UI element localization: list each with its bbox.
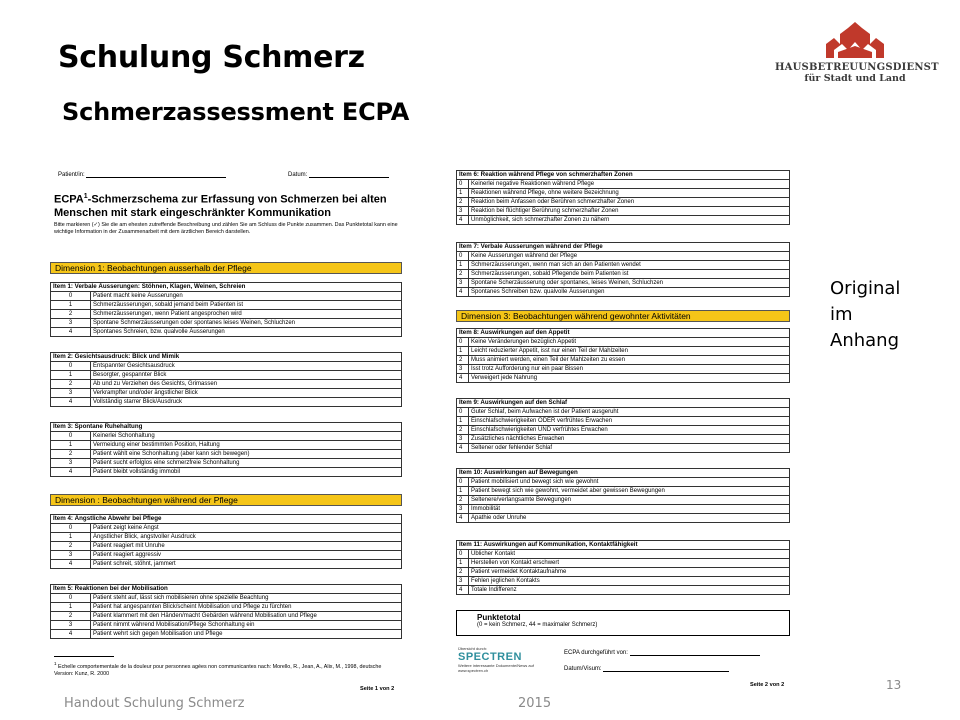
date-visum-blank [603, 666, 729, 672]
table-row[interactable] [51, 292, 402, 301]
item-8-header: Item 8: Auswirkungen auf den Appetit [457, 329, 790, 338]
footnote-text: Echelle comportementale de la douleur pour personnes agées non communicantes nach: Morello, R., Jean, A., Alix, M., 1998, deutsche Version: Kunz, R. 2000 [54, 663, 382, 677]
description-cell: Einschlafschwierigkeiten UND verfrühtes Erwachen [469, 426, 790, 435]
score-cell: 3 [51, 459, 91, 468]
score-cell: 4 [457, 288, 469, 297]
item-8-table [456, 328, 790, 383]
description-cell: Herstellen von Kontakt erschwert [469, 559, 790, 568]
description-cell: Reaktionen während Pflege, ohne weitere Bezeichnung [469, 189, 790, 198]
score-cell: 1 [457, 417, 469, 426]
description-cell: Schmerzäusserungen, wenn Patient angesprochen wird [91, 310, 402, 319]
score-cell: 2 [457, 568, 469, 577]
score-cell: 3 [51, 551, 91, 560]
score-cell: 2 [457, 198, 469, 207]
date-label: Datum: [288, 172, 308, 178]
score-cell: 2 [51, 450, 91, 459]
description-cell: Patient mobilisiert und bewegt sich wie gewohnt [469, 478, 790, 487]
description-cell: Patient reagiert mit Unruhe [91, 542, 402, 551]
score-cell: 4 [457, 514, 469, 523]
footer-year: 2015 [518, 696, 552, 711]
score-cell: 3 [457, 505, 469, 514]
description-cell: Einschlafschwierigkeiten ODER verfrühtes Erwachen [469, 417, 790, 426]
table-row[interactable] [457, 356, 790, 365]
table-row[interactable] [51, 621, 402, 630]
item-5-table [50, 584, 402, 639]
date-visum-field[interactable] [564, 666, 729, 672]
description-cell: Seltener oder fehlender Schlaf [469, 444, 790, 453]
total-range: (0 = kein Schmerz, 44 = maximaler Schmerz) [477, 622, 598, 628]
description-cell: Guter Schlaf, beim Aufwachen ist der Patient ausgeruht [469, 408, 790, 417]
table-row[interactable] [51, 441, 402, 450]
description-cell: Üblicher Kontakt [469, 550, 790, 559]
score-cell: 1 [51, 533, 91, 542]
table-row[interactable] [457, 514, 790, 523]
score-cell: 3 [457, 365, 469, 374]
table-row[interactable] [51, 362, 402, 371]
document-page-2 [454, 160, 794, 690]
score-cell: 2 [457, 496, 469, 505]
score-cell: 0 [457, 408, 469, 417]
crown-logo-icon [820, 20, 890, 60]
description-cell: Entspannter Gesichtsausdruck [91, 362, 402, 371]
table-row[interactable] [457, 252, 790, 261]
total-label: Punktetotal [477, 613, 521, 622]
performed-by-blank [630, 650, 760, 656]
table-row[interactable] [457, 374, 790, 383]
table-row[interactable] [457, 550, 790, 559]
description-cell: Spontanes Schreien, bzw. qualvolle Äusserungen [91, 328, 402, 337]
score-cell: 1 [457, 261, 469, 270]
table-row[interactable] [51, 398, 402, 407]
table-row[interactable] [51, 380, 402, 389]
table-row[interactable] [457, 216, 790, 225]
description-cell: Ängstlicher Blick, angstvoller Ausdruck [91, 533, 402, 542]
item-9-table [456, 398, 790, 453]
table-row[interactable] [51, 301, 402, 310]
item-3-table [50, 422, 402, 477]
description-cell: Patient wehrt sich gegen Mobilisation und Pflege [91, 630, 402, 639]
description-cell: Schmerzäusserungen, sobald jemand beim Patienten ist [91, 301, 402, 310]
score-cell: 2 [51, 310, 91, 319]
description-cell: Patient macht keine Äusserungen [91, 292, 402, 301]
description-cell: Keinerlei Schonhaltung [91, 432, 402, 441]
description-cell: Unmöglichkeit, sich schmerzhafter Zonen zu nähern [469, 216, 790, 225]
description-cell: Zusätzliches nächtliches Erwachen [469, 435, 790, 444]
score-cell: 1 [457, 347, 469, 356]
table-row[interactable] [51, 389, 402, 398]
description-cell: Patient klammert mit den Händen/macht Gebärden während Mobilisation und Pflege [91, 612, 402, 621]
dimension-1-banner: Dimension 1: Beobachtungen ausserhalb der Pflege [50, 262, 402, 274]
item-5-header: Item 5: Reaktionen bei der Mobilisation [51, 585, 402, 594]
patient-blank [86, 172, 226, 178]
footer-handout: Handout Schulung Schmerz [64, 696, 245, 711]
description-cell: Patient sucht erfolglos eine schmerzfreie Schonhaltung [91, 459, 402, 468]
ecpa-title-sup: 1 [83, 193, 88, 200]
table-row[interactable] [457, 288, 790, 297]
side-note-line: Original [830, 278, 901, 299]
item-6-header: Item 6: Reaktion während Pflege von schmerzhaften Zonen [457, 171, 790, 180]
score-cell: 2 [457, 270, 469, 279]
ecpa-title-prefix: ECPA [54, 193, 84, 206]
description-cell: Patient bewegt sich wie gewohnt, vermeidet aber gewissen Bewegungen [469, 487, 790, 496]
score-cell: 3 [51, 621, 91, 630]
side-note-line: im [830, 304, 853, 325]
table-row[interactable] [457, 338, 790, 347]
score-cell: 1 [51, 603, 91, 612]
table-row[interactable] [51, 310, 402, 319]
spectren-block [458, 646, 548, 673]
spectren-note: Weitere interessante Dokumente/News auf www.spectren.ch [458, 663, 534, 673]
table-row[interactable] [457, 487, 790, 496]
score-cell: 4 [457, 586, 469, 595]
table-row[interactable] [51, 603, 402, 612]
score-cell: 2 [51, 612, 91, 621]
slide-subtitle: Schmerzassessment ECPA [62, 98, 410, 126]
patient-field [58, 172, 226, 178]
logo-line2: für Stadt und Land [804, 73, 906, 84]
score-cell: 0 [51, 594, 91, 603]
description-cell: Vermeidung einer bestimmten Position, Haltung [91, 441, 402, 450]
score-cell: 1 [51, 441, 91, 450]
description-cell: Ab und zu Verziehen des Gesichts, Grimassen [91, 380, 402, 389]
description-cell: Spontane Scherzäusserung oder spontanes, leises Weinen, Schluchzen [469, 279, 790, 288]
item-2-header: Item 2: Gesichtsausdruck: Blick und Mimik [51, 353, 402, 362]
description-cell: Schmerzäusserungen, wenn man sich an den Patienten wendet [469, 261, 790, 270]
table-row[interactable] [457, 444, 790, 453]
table-row[interactable] [51, 468, 402, 477]
table-row[interactable] [51, 533, 402, 542]
description-cell: Patient wählt eine Schonhaltung (aber kann sich bewegen) [91, 450, 402, 459]
table-row[interactable] [51, 319, 402, 328]
performed-by-field[interactable] [564, 650, 760, 656]
description-cell: Reaktion beim Anfassen oder Berühren schmerzhafter Zonen [469, 198, 790, 207]
table-row[interactable] [457, 347, 790, 356]
description-cell: Schmerzäusserungen, sobald Pflegende beim Patienten ist [469, 270, 790, 279]
score-cell: 2 [457, 356, 469, 365]
table-row[interactable] [51, 560, 402, 569]
table-row[interactable] [457, 478, 790, 487]
table-row[interactable] [51, 432, 402, 441]
description-cell: Keinerlei negative Reaktionen während Pflege [469, 180, 790, 189]
description-cell: Verkrampfter und/oder ängstlicher Blick [91, 389, 402, 398]
description-cell: Spontanes Schreiben bzw. qualvolle Äusserungen [469, 288, 790, 297]
score-cell: 3 [457, 207, 469, 216]
table-row[interactable] [457, 270, 790, 279]
description-cell: Patient bleibt vollständig immobil [91, 468, 402, 477]
total-score-box[interactable] [456, 610, 790, 636]
description-cell: Isst trotz Aufforderung nur ein paar Bissen [469, 365, 790, 374]
table-row[interactable] [457, 568, 790, 577]
table-row[interactable] [457, 417, 790, 426]
item-9-header: Item 9: Auswirkungen auf den Schlaf [457, 399, 790, 408]
score-cell: 4 [457, 374, 469, 383]
score-cell: 3 [457, 577, 469, 586]
score-cell: 1 [51, 301, 91, 310]
item-1-table [50, 282, 402, 337]
table-row[interactable] [51, 542, 402, 551]
description-cell: Spontane Schmerzäusserungen oder spontanes leises Weinen, Schluchzen [91, 319, 402, 328]
item-6-table [456, 170, 790, 225]
description-cell: Reaktion bei flüchtiger Berührung schmerzhafter Zonen [469, 207, 790, 216]
item-4-header: Item 4: Ängstliche Abwehr bei Pflege [51, 515, 402, 524]
footnote-sup: 1 [54, 661, 57, 666]
item-4-table [50, 514, 402, 569]
page-2-number: Seite 2 von 2 [750, 682, 785, 688]
score-cell: 1 [51, 371, 91, 380]
description-cell: Leicht reduzierter Appetit, isst nur einen Teil der Mahlzeiten [469, 347, 790, 356]
dimension-3-banner: Dimension 3: Beobachtungen während gewohnter Aktivitäten [456, 310, 790, 322]
score-cell: 2 [51, 380, 91, 389]
item-7-table [456, 242, 790, 297]
company-logo [775, 20, 939, 100]
item-10-table [456, 468, 790, 523]
description-cell: Keine Veränderungen bezüglich Appetit [469, 338, 790, 347]
score-cell: 1 [457, 189, 469, 198]
ecpa-title-rest: -Schmerzschema zur Erfassung von Schmerzen bei alten Menschen mit stark eingeschränkter Kommunikation [54, 193, 387, 219]
table-row[interactable] [457, 365, 790, 374]
score-cell: 0 [457, 180, 469, 189]
slide-title: Schulung Schmerz [58, 40, 365, 75]
item-10-header: Item 10: Auswirkungen auf Bewegungen [457, 469, 790, 478]
score-cell: 3 [457, 435, 469, 444]
description-cell: Seltenere/verlangsamte Bewegungen [469, 496, 790, 505]
score-cell: 4 [51, 398, 91, 407]
table-row[interactable] [51, 630, 402, 639]
description-cell: Patient hat angespannten Blick/scheint Mobilisation und Pflege zu fürchten [91, 603, 402, 612]
table-row[interactable] [457, 189, 790, 198]
description-cell: Vollständig starrer Blick/Ausdruck [91, 398, 402, 407]
score-cell: 0 [51, 524, 91, 533]
table-row[interactable] [457, 261, 790, 270]
table-row[interactable] [51, 328, 402, 337]
side-note [830, 276, 900, 354]
description-cell: Patient schreit, stöhnt, jammert [91, 560, 402, 569]
score-cell: 4 [457, 216, 469, 225]
table-row[interactable] [51, 450, 402, 459]
table-row[interactable] [457, 198, 790, 207]
table-row[interactable] [457, 577, 790, 586]
spectren-logo: SPECTREN [458, 651, 522, 663]
score-cell: 0 [51, 432, 91, 441]
performed-by-label: ECPA durchgeführt von: [564, 650, 628, 656]
score-cell: 3 [51, 389, 91, 398]
table-row[interactable] [51, 524, 402, 533]
table-row[interactable] [457, 426, 790, 435]
score-cell: 2 [457, 426, 469, 435]
description-cell: Muss animiert werden, einen Teil der Mahlzeiten zu essen [469, 356, 790, 365]
table-row[interactable] [51, 459, 402, 468]
description-cell: Fehlen jeglichen Kontakts [469, 577, 790, 586]
score-cell: 4 [457, 444, 469, 453]
table-row[interactable] [457, 408, 790, 417]
score-cell: 0 [51, 362, 91, 371]
table-row[interactable] [51, 551, 402, 560]
table-row[interactable] [51, 612, 402, 621]
item-11-header: Item 11: Auswirkungen auf Kommunikation, Kontaktfähigkeit [457, 541, 790, 550]
table-row[interactable] [457, 279, 790, 288]
score-cell: 4 [51, 630, 91, 639]
table-row[interactable] [51, 371, 402, 380]
score-cell: 4 [51, 560, 91, 569]
table-row[interactable] [457, 180, 790, 189]
instructions: Bitte markieren (✓) Sie die am ehesten zutreffende Beschreibung und zählen Sie am Schluss die Punkte zusammen. Das Punktetotal kann eine wichtige Information in der Zusammenarbeit mit dem ärztlichen Bereich darstellen. [54, 222, 398, 235]
patient-label: Patient/in: [58, 172, 85, 178]
score-cell: 0 [457, 252, 469, 261]
document-page-1 [48, 160, 408, 700]
table-row[interactable] [457, 586, 790, 595]
item-11-table [456, 540, 790, 595]
score-cell: 1 [457, 487, 469, 496]
side-note-line: Anhang [830, 330, 899, 351]
table-row[interactable] [457, 559, 790, 568]
table-row[interactable] [457, 496, 790, 505]
description-cell: Totale Indifferenz [469, 586, 790, 595]
description-cell: Patient steht auf, lässt sich mobilisieren ohne spezielle Beachtung [91, 594, 402, 603]
item-3-header: Item 3: Spontane Ruhehaltung [51, 423, 402, 432]
description-cell: Immobilität [469, 505, 790, 514]
date-visum-label: Datum/Visum: [564, 666, 602, 672]
description-cell: Patient zeigt keine Angst [91, 524, 402, 533]
footnote-divider [54, 656, 114, 657]
score-cell: 1 [457, 559, 469, 568]
score-cell: 4 [51, 328, 91, 337]
table-row[interactable] [51, 594, 402, 603]
slide-number: 13 [886, 678, 902, 692]
score-cell: 0 [457, 478, 469, 487]
date-blank [309, 172, 389, 178]
description-cell: Patient vermeidet Kontaktaufnahme [469, 568, 790, 577]
overview-label: Übersicht durch: [458, 646, 488, 651]
table-row[interactable] [457, 505, 790, 514]
score-cell: 0 [457, 338, 469, 347]
score-cell: 0 [51, 292, 91, 301]
score-cell: 2 [51, 542, 91, 551]
score-cell: 3 [51, 319, 91, 328]
description-cell: Verweigert jede Nahrung [469, 374, 790, 383]
ecpa-title [54, 190, 404, 220]
score-cell: 0 [457, 550, 469, 559]
description-cell: Keine Äusserungen während der Pflege [469, 252, 790, 261]
date-field [288, 172, 389, 178]
item-7-header: Item 7: Verbale Äusserungen während der Pflege [457, 243, 790, 252]
table-row[interactable] [457, 435, 790, 444]
item-2-table [50, 352, 402, 407]
logo-line1: HAUSBETREUUNGSDIENST [775, 62, 939, 73]
description-cell: Patient reagiert aggressiv [91, 551, 402, 560]
item-1-header: Item 1: Verbale Äusserungen: Stöhnen, Klagen, Weinen, Schreien [51, 283, 402, 292]
footnote [54, 660, 394, 678]
dimension-2-banner: Dimension : Beobachtungen während der Pflege [50, 494, 402, 506]
page-1-number: Seite 1 von 2 [360, 686, 395, 692]
description-cell: Patient nimmt während Mobilisation/Pflege Schonhaltung ein [91, 621, 402, 630]
description-cell: Apathie oder Unruhe [469, 514, 790, 523]
table-row[interactable] [457, 207, 790, 216]
score-cell: 4 [51, 468, 91, 477]
description-cell: Besorgter, gespannter Blick [91, 371, 402, 380]
score-cell: 3 [457, 279, 469, 288]
